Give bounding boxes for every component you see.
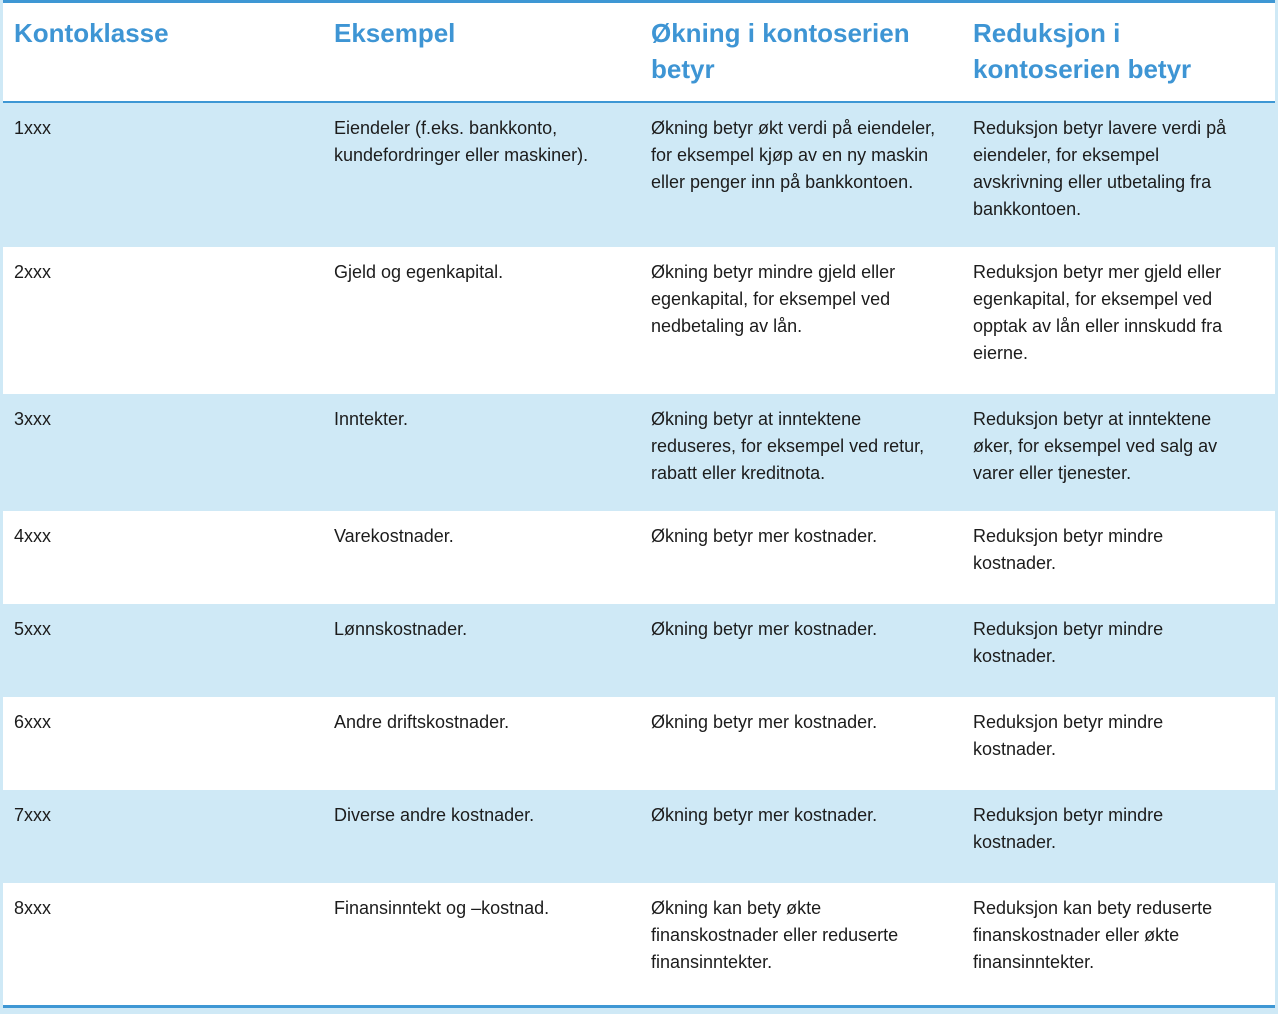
account-classes-table: [3, 0, 1275, 1008]
cell-eksempel: Eiendeler (f.eks. bankkonto, kundefordringer eller maskiner).: [334, 118, 589, 165]
table-row: [3, 883, 1275, 1006]
cell-kontoklasse: 7xxx: [14, 805, 52, 825]
cell-reduksjon: Reduksjon kan bety reduserte finanskostnader eller økte finansinntekter.: [973, 898, 1213, 972]
cell-kontoklasse: 8xxx: [14, 898, 52, 918]
table-row: [3, 511, 1275, 604]
cell-reduksjon: Reduksjon betyr mindre kostnader.: [973, 712, 1164, 759]
cell-reduksjon: Reduksjon betyr mindre kostnader.: [973, 619, 1164, 666]
table-body: [3, 102, 1275, 1006]
cell-eksempel: Andre driftskostnader.: [334, 712, 510, 732]
cell-okning: Økning betyr mer kostnader.: [651, 526, 878, 546]
cell-kontoklasse: 4xxx: [14, 526, 52, 546]
table-row: [3, 102, 1275, 247]
cell-reduksjon: Reduksjon betyr mindre kostnader.: [973, 805, 1164, 852]
column-header-eksempel: Eksempel: [323, 2, 640, 103]
cell-eksempel: Finansinntekt og –kostnad.: [334, 898, 550, 918]
cell-reduksjon: Reduksjon betyr at inntektene øker, for eksempel ved salg av varer eller tjenester.: [973, 409, 1218, 483]
cell-okning: Økning betyr mer kostnader.: [651, 712, 878, 732]
cell-okning: Økning betyr mer kostnader.: [651, 619, 878, 639]
cell-okning: Økning betyr at inntektene reduseres, for eksempel ved retur, rabatt eller kreditnota.: [651, 409, 925, 483]
cell-eksempel: Inntekter.: [334, 409, 409, 429]
table-row: [3, 394, 1275, 511]
column-header-okning: Økning i kontoserien betyr: [640, 2, 962, 103]
column-header-kontoklasse: Kontoklasse: [3, 2, 323, 103]
cell-eksempel: Varekostnader.: [334, 526, 454, 546]
cell-kontoklasse: 6xxx: [14, 712, 52, 732]
cell-reduksjon: Reduksjon betyr lavere verdi på eiendeler, for eksempel avskrivning eller utbetaling fra bankkontoen.: [973, 118, 1227, 219]
cell-reduksjon: Reduksjon betyr mer gjeld eller egenkapital, for eksempel ved opptak av lån eller innskudd fra eierne.: [973, 262, 1223, 363]
cell-eksempel: Lønnskostnader.: [334, 619, 468, 639]
cell-okning: Økning kan bety økte finanskostnader eller reduserte finansinntekter.: [651, 898, 899, 972]
table-header-row: [3, 2, 1275, 103]
cell-okning: Økning betyr mindre gjeld eller egenkapital, for eksempel ved nedbetaling av lån.: [651, 262, 896, 336]
table-row: [3, 790, 1275, 883]
cell-kontoklasse: 3xxx: [14, 409, 52, 429]
cell-eksempel: Diverse andre kostnader.: [334, 805, 535, 825]
cell-kontoklasse: 2xxx: [14, 262, 52, 282]
table-row: [3, 697, 1275, 790]
table-row: [3, 604, 1275, 697]
cell-kontoklasse: 1xxx: [14, 118, 52, 138]
cell-okning: Økning betyr økt verdi på eiendeler, for eksempel kjøp av en ny maskin eller penger inn på bankkontoen.: [651, 118, 936, 192]
table-row: [3, 247, 1275, 394]
cell-eksempel: Gjeld og egenkapital.: [334, 262, 504, 282]
column-header-reduksjon: Reduksjon i kontoserien betyr: [962, 2, 1275, 103]
cell-okning: Økning betyr mer kostnader.: [651, 805, 878, 825]
cell-kontoklasse: 5xxx: [14, 619, 52, 639]
cell-reduksjon: Reduksjon betyr mindre kostnader.: [973, 526, 1164, 573]
